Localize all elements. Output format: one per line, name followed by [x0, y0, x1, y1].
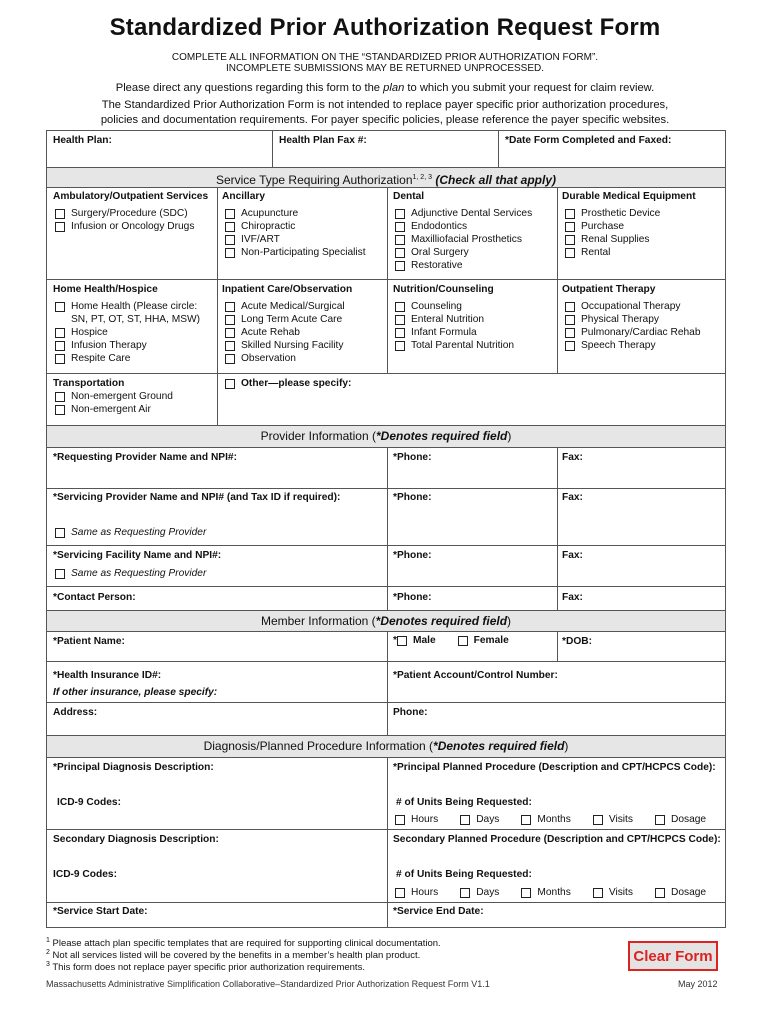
- checkbox-speech-therapy[interactable]: Speech Therapy: [565, 340, 656, 351]
- servicing-provider-label: *Servicing Provider Name and NPI# (and Tax ID if required):: [53, 492, 341, 503]
- checkbox-purchase[interactable]: Purchase: [565, 221, 624, 232]
- checkbox-occupational-therapy[interactable]: Occupational Therapy: [565, 301, 680, 312]
- checkbox-box: [521, 815, 531, 825]
- checkbox-box: [55, 528, 65, 538]
- requesting-provider-label: *Requesting Provider Name and NPI#:: [53, 452, 237, 463]
- checkbox-box: [55, 341, 65, 351]
- checkbox-physical-therapy[interactable]: Physical Therapy: [565, 314, 659, 325]
- health-plan-fax-label: Health Plan Fax #:: [279, 135, 367, 146]
- checkbox-box: [55, 405, 65, 415]
- checkbox-hours[interactable]: Hours: [395, 887, 438, 898]
- date-faxed-label: *Date Form Completed and Faxed:: [505, 135, 672, 146]
- checkbox-box: [655, 888, 665, 898]
- checkbox-box: [655, 815, 665, 825]
- checkbox-box: [521, 888, 531, 898]
- checkbox-maxillofacial[interactable]: Maxilliofacial Prosthetics: [395, 234, 522, 245]
- checkbox-box: [395, 209, 405, 219]
- checkbox-surgery[interactable]: Surgery/Procedure (SDC): [55, 208, 188, 219]
- checkbox-chiropractic[interactable]: Chiropractic: [225, 221, 295, 232]
- checkbox-box: [565, 302, 575, 312]
- checkbox-male[interactable]: Male: [397, 635, 436, 646]
- checkbox-box: [395, 235, 405, 245]
- checkbox-box: [460, 815, 470, 825]
- checkbox-endodontics[interactable]: Endodontics: [395, 221, 467, 232]
- checkbox-box: [395, 248, 405, 258]
- checkbox-box: [225, 315, 235, 325]
- checkbox-renal-supplies[interactable]: Renal Supplies: [565, 234, 650, 245]
- checkbox-visits[interactable]: Visits: [593, 887, 633, 898]
- nutrition-title: Nutrition/Counseling: [393, 284, 494, 295]
- checkbox-same-as-requesting-2[interactable]: Same as Requesting Provider: [55, 568, 206, 579]
- checkbox-box: [395, 815, 405, 825]
- checkbox-box: [397, 636, 407, 646]
- account-number-label: *Patient Account/Control Number:: [393, 670, 558, 681]
- checkbox-box: [395, 222, 405, 232]
- checkbox-observation[interactable]: Observation: [225, 353, 296, 364]
- footer-form-version: Massachusetts Administrative Simplification Collaborative–Standardized Prior Authorization Request Form V1.1: [46, 979, 490, 989]
- diagnosis-banner: Diagnosis/Planned Procedure Information (*Denotes required field): [47, 736, 725, 757]
- checkbox-box: [225, 222, 235, 232]
- checkbox-hospice[interactable]: Hospice: [55, 327, 108, 338]
- checkbox-restorative[interactable]: Restorative: [395, 260, 463, 271]
- checkbox-hours[interactable]: Hours: [395, 814, 438, 825]
- checkbox-box: [395, 261, 405, 271]
- dme-title: Durable Medical Equipment: [562, 191, 696, 202]
- checkbox-days[interactable]: Days: [460, 814, 499, 825]
- notice-line-2: INCOMPLETE SUBMISSIONS MAY BE RETURNED UNPROCESSED.: [225, 63, 545, 74]
- home-health-title: Home Health/Hospice: [53, 284, 158, 295]
- form-title: Standardized Prior Authorization Request Form: [109, 14, 661, 41]
- requesting-phone-label: *Phone:: [393, 452, 432, 463]
- checkbox-box: [565, 341, 575, 351]
- checkbox-rental[interactable]: Rental: [565, 247, 610, 258]
- sex-selector: * Male Female: [393, 635, 509, 646]
- checkbox-box: [458, 636, 468, 646]
- checkbox-box: [225, 341, 235, 351]
- checkbox-months[interactable]: Months: [521, 814, 570, 825]
- checkbox-counseling[interactable]: Counseling: [395, 301, 462, 312]
- provider-banner: Provider Information (*Denotes required field): [47, 426, 725, 447]
- checkbox-box: [55, 222, 65, 232]
- checkbox-infant-formula[interactable]: Infant Formula: [395, 327, 477, 338]
- facility-phone-label: *Phone:: [393, 550, 432, 561]
- checkbox-box: [55, 209, 65, 219]
- checkbox-infusion-therapy[interactable]: Infusion Therapy: [55, 340, 147, 351]
- checkbox-other-specify[interactable]: Other—please specify:: [225, 378, 351, 389]
- principal-diagnosis-label: *Principal Diagnosis Description:: [53, 762, 214, 773]
- patient-name-label: *Patient Name:: [53, 636, 125, 647]
- checkbox-oral-surgery[interactable]: Oral Surgery: [395, 247, 469, 258]
- checkbox-female[interactable]: Female: [458, 635, 509, 646]
- checkbox-days[interactable]: Days: [460, 887, 499, 898]
- footer-date: May 2012: [678, 979, 718, 989]
- checkbox-non-participating[interactable]: Non-Participating Specialist: [225, 247, 366, 258]
- insurance-id-label: *Health Insurance ID#:: [53, 670, 162, 681]
- facility-fax-label: Fax:: [562, 550, 583, 561]
- contact-fax-label: Fax:: [562, 592, 583, 603]
- checkbox-box: [565, 315, 575, 325]
- contact-person-label: *Contact Person:: [53, 592, 136, 603]
- checkbox-box: [225, 235, 235, 245]
- secondary-procedure-label: Secondary Planned Procedure (Description and CPT/HCPCS Code):: [393, 834, 721, 845]
- checkbox-box: [225, 328, 235, 338]
- service-type-banner: Service Type Requiring Authorization$^{1, 2, 3}$ (Check all that apply): [47, 168, 725, 187]
- checkbox-ivf-art[interactable]: IVF/ART: [225, 234, 280, 245]
- checkbox-infusion-oncology[interactable]: Infusion or Oncology Drugs: [55, 221, 194, 232]
- footnote-2: $^2$ Not all services listed will be covered by the benefits in a member’s health plan product.: [46, 949, 421, 962]
- checkbox-box: [395, 315, 405, 325]
- ambulatory-title: Ambulatory/Outpatient Services: [53, 191, 209, 202]
- checkbox-acute-rehab[interactable]: Acute Rehab: [225, 327, 300, 338]
- checkbox-box: [225, 248, 235, 258]
- checkbox-box: [395, 302, 405, 312]
- footnote-3: $^3$ This form does not replace payer specific prior authorization requirements.: [46, 961, 365, 974]
- checkbox-box: [225, 302, 235, 312]
- service-start-label: *Service Start Date:: [53, 906, 148, 917]
- requesting-fax-label: Fax:: [562, 452, 583, 463]
- checkbox-pulmonary-cardiac-rehab[interactable]: Pulmonary/Cardiac Rehab: [565, 327, 700, 338]
- secondary-diagnosis-label: Secondary Diagnosis Description:: [53, 834, 219, 845]
- icd9-label-2: ICD-9 Codes:: [53, 869, 117, 880]
- checkbox-box: [55, 392, 65, 402]
- checkbox-box: [593, 815, 603, 825]
- inpatient-title: Inpatient Care/Observation: [222, 284, 353, 295]
- notice-line-1: COMPLETE ALL INFORMATION ON THE “STANDARDIZED PRIOR AUTHORIZATION FORM”.: [171, 52, 599, 63]
- transportation-title: Transportation: [53, 378, 125, 389]
- address-label: Address:: [53, 707, 98, 718]
- checkbox-box: [55, 569, 65, 579]
- checkbox-visits[interactable]: Visits: [593, 814, 633, 825]
- checkbox-acupuncture[interactable]: Acupuncture: [225, 208, 298, 219]
- unit-options-1: [395, 814, 728, 825]
- icd9-label-1: ICD-9 Codes:: [57, 797, 121, 808]
- intro-line-2: The Standardized Prior Authorization Form is not intended to replace payer specific prior authorization procedures,: [101, 99, 669, 111]
- checkbox-box: [225, 209, 235, 219]
- units-label-1: # of Units Being Requested:: [396, 797, 532, 808]
- checkbox-box: [55, 302, 65, 312]
- home-health-circle-options: SN, PT, OT, ST, HHA, MSW): [71, 314, 201, 325]
- checkbox-home-health[interactable]: Home Health (Please circle:: [55, 301, 197, 312]
- checkbox-box: [565, 328, 575, 338]
- ancillary-title: Ancillary: [222, 191, 266, 202]
- checkbox-box: [395, 328, 405, 338]
- principal-procedure-label: *Principal Planned Procedure (Description and CPT/HCPCS Code):: [393, 762, 716, 773]
- checkbox-box: [55, 354, 65, 364]
- checkbox-box: [565, 248, 575, 258]
- member-phone-label: Phone:: [393, 707, 428, 718]
- units-label-2: # of Units Being Requested:: [396, 869, 532, 880]
- checkbox-total-parental-nutrition[interactable]: Total Parental Nutrition: [395, 340, 514, 351]
- checkbox-adjunctive-dental[interactable]: Adjunctive Dental Services: [395, 208, 532, 219]
- checkbox-box: [565, 235, 575, 245]
- clear-form-button[interactable]: Clear Form: [628, 941, 718, 971]
- checkbox-box: [460, 888, 470, 898]
- intro-line-1: Please direct any questions regarding this form to the plan to which you submit your request for claim review.: [115, 82, 655, 94]
- service-end-label: *Service End Date:: [393, 906, 484, 917]
- servicing-fax-label: Fax:: [562, 492, 583, 503]
- health-plan-label: Health Plan:: [53, 135, 112, 146]
- checkbox-box: [593, 888, 603, 898]
- checkbox-enteral-nutrition[interactable]: Enteral Nutrition: [395, 314, 484, 325]
- checkbox-box: [565, 222, 575, 232]
- checkbox-box: [225, 354, 235, 364]
- checkbox-long-term-acute[interactable]: Long Term Acute Care: [225, 314, 342, 325]
- checkbox-non-emergent-air[interactable]: Non-emergent Air: [55, 404, 151, 415]
- checkbox-respite-care[interactable]: Respite Care: [55, 353, 130, 364]
- checkbox-prosthetic[interactable]: Prosthetic Device: [565, 208, 660, 219]
- other-insurance-label: If other insurance, please specify:: [53, 687, 218, 698]
- checkbox-box: [55, 328, 65, 338]
- unit-options-2: [395, 887, 728, 898]
- checkbox-months[interactable]: Months: [521, 887, 570, 898]
- checkbox-box: [225, 379, 235, 389]
- checkbox-box: [395, 888, 405, 898]
- checkbox-skilled-nursing[interactable]: Skilled Nursing Facility: [225, 340, 343, 351]
- checkbox-dosage[interactable]: Dosage: [655, 887, 706, 898]
- checkbox-box: [565, 209, 575, 219]
- checkbox-acute-medical[interactable]: Acute Medical/Surgical: [225, 301, 345, 312]
- servicing-phone-label: *Phone:: [393, 492, 432, 503]
- dob-label: *DOB:: [562, 636, 592, 647]
- checkbox-dosage[interactable]: Dosage: [655, 814, 706, 825]
- checkbox-same-as-requesting-1[interactable]: Same as Requesting Provider: [55, 527, 206, 538]
- checkbox-box: [395, 341, 405, 351]
- footnote-1: $^1$ Please attach plan specific templates that are required for supporting clinical documentation.: [46, 937, 441, 950]
- contact-phone-label: *Phone:: [393, 592, 432, 603]
- dental-title: Dental: [393, 191, 425, 202]
- member-banner: Member Information (*Denotes required field): [47, 611, 725, 631]
- intro-line-3: policies and documentation requirements. For payer specific policies, please reference the payer specific websites.: [100, 114, 670, 126]
- servicing-facility-label: *Servicing Facility Name and NPI#:: [53, 550, 222, 561]
- outpatient-therapy-title: Outpatient Therapy: [562, 284, 656, 295]
- checkbox-non-emergent-ground[interactable]: Non-emergent Ground: [55, 391, 173, 402]
